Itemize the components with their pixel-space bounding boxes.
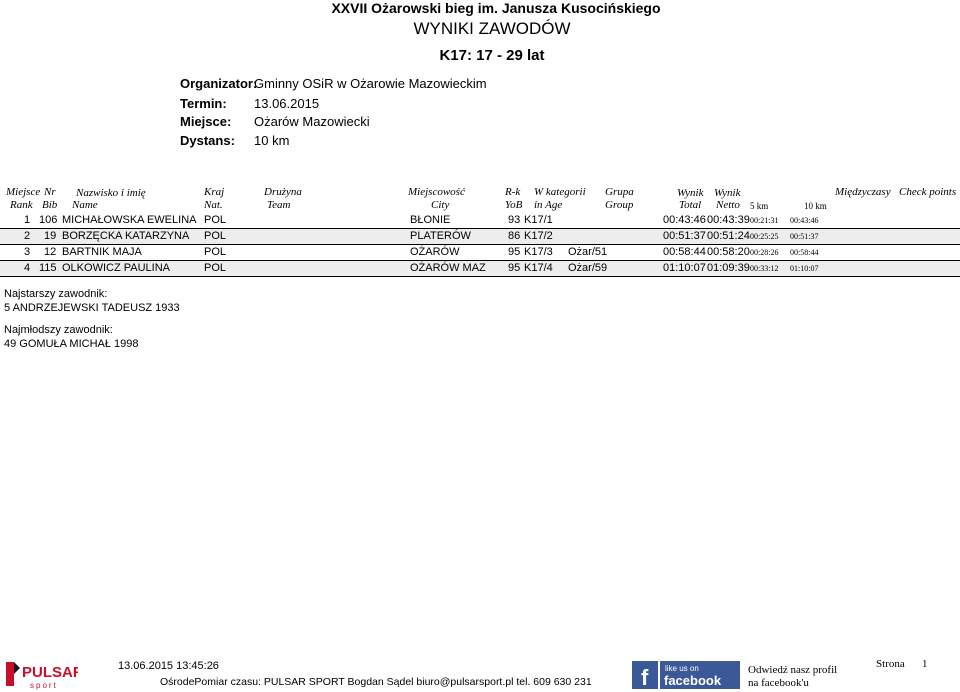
col-split-10km: 10 km (804, 201, 827, 211)
col-total-en: Total (679, 199, 702, 211)
row-yob: 95 (508, 262, 521, 274)
row-city: PLATERÓW (410, 230, 471, 242)
row-nat: POL (204, 262, 227, 274)
row-yob: 95 (508, 246, 521, 258)
row-split-10km: 00:58:44 (790, 248, 819, 257)
row-cat: K17/2 (524, 230, 553, 242)
col-country-en: Nat. (204, 199, 223, 211)
row-name: OLKOWICZ PAULINA (62, 262, 170, 274)
row-netto: 01:09:39 (707, 262, 750, 274)
row-total: 00:58:44 (663, 246, 706, 258)
row-bib: 115 (39, 262, 57, 274)
category-title: K17: 17 - 29 lat (439, 47, 545, 64)
col-splits: Międzyczasy (835, 186, 891, 198)
row-nat: POL (204, 230, 227, 242)
pulsar-logo (6, 660, 78, 690)
fb-like-text: like us on (665, 664, 699, 673)
page-label: Strona (876, 658, 905, 670)
place-value: Ożarów Mazowiecki (254, 114, 370, 129)
col-split-5km: 5 km (750, 201, 769, 211)
organizer-value: Gminny OSiR w Ożarowie Mazowieckim (254, 76, 487, 91)
svg-text:f: f (641, 665, 649, 690)
col-team-en: Team (267, 199, 291, 211)
row-nat: POL (204, 214, 227, 226)
row-total: 01:10:07 (663, 262, 706, 274)
row-city: OŻARÓW (410, 246, 460, 258)
row-divider (0, 276, 960, 277)
results-title: WYNIKI ZAWODÓW (413, 19, 571, 38)
oldest-value: 5 ANDRZEJEWSKI TADEUSZ 1933 (4, 302, 180, 314)
row-cat: K17/3 (524, 246, 553, 258)
row-place: 3 (24, 246, 31, 258)
col-nr-en: Bib (42, 199, 58, 211)
row-place: 1 (24, 214, 31, 226)
row-split-10km: 00:43:46 (790, 216, 819, 225)
place-label: Miejsce: (180, 114, 232, 129)
youngest-value: 49 GOMUŁA MICHAŁ 1998 (4, 338, 139, 350)
col-yob-en: YoB (505, 199, 523, 211)
row-netto: 00:43:39 (707, 214, 750, 226)
col-cat-pl: W kategorii (534, 186, 586, 198)
row-cat: K17/1 (524, 214, 553, 226)
event-title: XXVII Ożarowski bieg im. Janusza Kusocińskiego (331, 0, 661, 16)
organizer-label: Organizator: (180, 76, 258, 91)
fb-visit-line2: na facebook'u (748, 677, 809, 689)
row-cat: K17/4 (524, 262, 553, 274)
page-number: 1 (922, 658, 928, 670)
col-place-en: Rank (10, 199, 33, 211)
col-group-pl: Grupa (605, 186, 634, 198)
fb-visit-line1: Odwiedź nasz profil (748, 664, 838, 676)
col-city-pl: Miejscowość (408, 186, 465, 198)
row-total: 00:43:46 (663, 214, 706, 226)
row-nat: POL (204, 246, 227, 258)
youngest-label: Najmłodszy zawodnik: (4, 324, 113, 336)
row-place: 2 (24, 230, 31, 242)
row-yob: 86 (508, 230, 521, 242)
col-city-en: City (431, 199, 450, 211)
col-cat-en: in Age (534, 199, 563, 211)
fb-brand-text: facebook (664, 673, 722, 688)
col-place-pl: Miejsce (6, 186, 41, 198)
col-yob-pl: R-k (505, 186, 521, 198)
logo-text: PULSAR (22, 664, 78, 681)
row-name: MICHAŁOWSKA EWELINA (62, 214, 197, 226)
row-netto: 00:51:24 (707, 230, 750, 242)
col-name-pl: Nazwisko i imię (76, 187, 146, 199)
row-split-10km: 01:10:07 (790, 264, 819, 273)
row-yob: 93 (508, 214, 521, 226)
row-split-5km: 00:33:12 (750, 264, 779, 273)
col-total-pl: Wynik (677, 187, 704, 199)
col-country-pl: Kraj (204, 186, 225, 198)
distance-value: 10 km (254, 133, 290, 148)
logo-sub: sport (30, 681, 58, 690)
row-netto: 00:58:20 (707, 246, 750, 258)
date-label: Termin: (180, 96, 227, 111)
row-split-5km: 00:28:26 (750, 248, 779, 257)
row-split-5km: 00:21:31 (750, 216, 779, 225)
row-name: BARTNIK MAJA (62, 246, 142, 258)
row-split-5km: 00:25:25 (750, 232, 779, 241)
row-name: BORZĘCKA KATARZYNA (62, 230, 190, 242)
col-checkpoints: Check points (899, 186, 957, 198)
col-netto-en: Netto (716, 199, 740, 211)
col-netto-pl: Wynik (714, 187, 741, 199)
row-bib: 19 (44, 230, 57, 242)
row-total: 00:51:37 (663, 230, 706, 242)
col-group-en: Group (605, 199, 634, 211)
oldest-label: Najstarszy zawodnik: (4, 288, 108, 300)
row-group: Ożar/59 (568, 262, 608, 274)
row-split-10km: 00:51:37 (790, 232, 819, 241)
row-place: 4 (24, 262, 31, 274)
facebook-badge[interactable] (632, 660, 742, 690)
row-bib: 106 (39, 214, 58, 226)
timing-credit: OśrodePomiar czasu: PULSAR SPORT Bogdan Sądel biuro@pulsarsport.pl tel. 609 630 231 (160, 676, 592, 688)
row-group: Ożar/51 (568, 246, 608, 258)
row-bib: 12 (44, 246, 57, 258)
col-name-en: Name (72, 199, 98, 211)
printed-timestamp: 13.06.2015 13:45:26 (118, 660, 219, 672)
col-team-pl: Drużyna (264, 186, 302, 198)
row-city: OŻARÓW MAZ (410, 262, 486, 274)
row-city: BŁONIE (410, 214, 451, 226)
col-nr-pl: Nr (44, 186, 56, 198)
date-value: 13.06.2015 (254, 96, 320, 111)
distance-label: Dystans: (180, 133, 235, 148)
